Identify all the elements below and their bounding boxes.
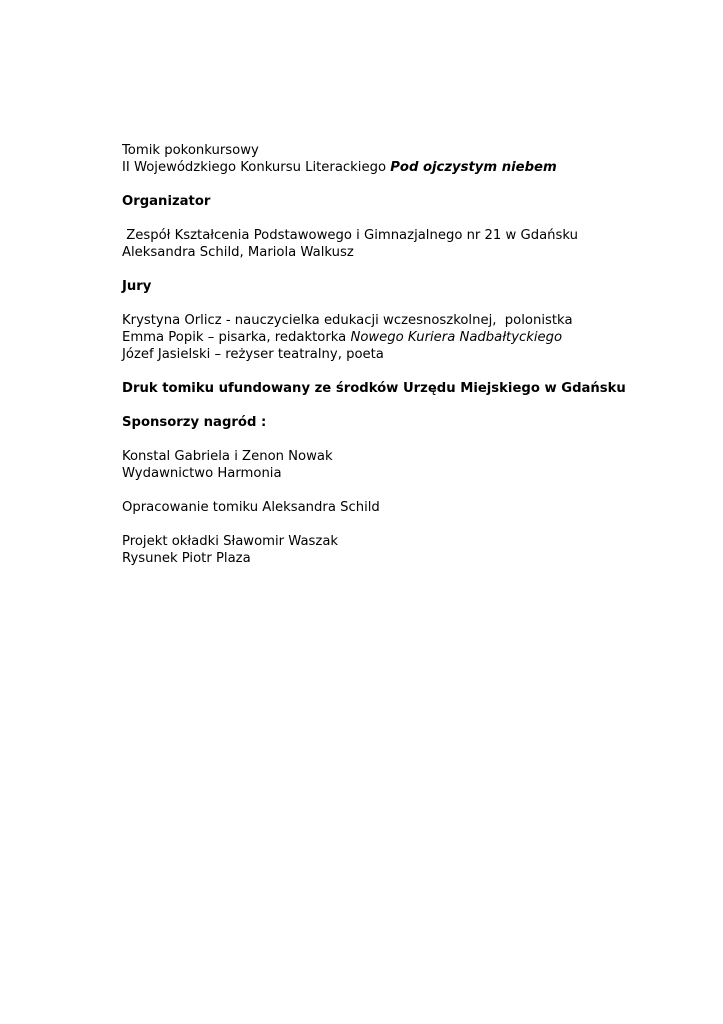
- sponsors-heading: Sponsorzy nagród :: [122, 415, 267, 430]
- editing-credit: Opracowanie tomiku Aleksandra Schild: [122, 500, 380, 515]
- funding-note: Druk tomiku ufundowany ze środków Urzędu Miejskiego w Gdańsku: [122, 381, 626, 396]
- spacer: [122, 363, 682, 380]
- title-line-1: Tomik pokonkursowy: [122, 143, 259, 158]
- sponsor-2: Wydawnictwo Harmonia: [122, 466, 282, 481]
- organizer-heading: Organizator: [122, 194, 211, 209]
- spacer: [122, 516, 682, 533]
- spacer: [122, 210, 682, 227]
- contest-work-title: Pod ojczystym niebem: [390, 160, 557, 175]
- organizer-line-1: Zespół Kształcenia Podstawowego i Gimnazjalnego nr 21 w Gdańsku: [122, 228, 578, 243]
- document-content: [122, 142, 682, 567]
- sponsor-1: Konstal Gabriela i Zenon Nowak: [122, 449, 333, 464]
- spacer: [122, 295, 682, 312]
- jury-member-2-publication: Nowego Kuriera Nadbałtyckiego: [350, 330, 563, 345]
- jury-member-1: Krystyna Orlicz - nauczycielka edukacji wczesnoszkolnej, polonistka: [122, 313, 573, 328]
- title-line-2: [122, 159, 682, 176]
- jury-heading: Jury: [122, 279, 152, 294]
- spacer: [122, 482, 682, 499]
- drawing-credit: Rysunek Piotr Plaza: [122, 551, 251, 566]
- spacer: [122, 431, 682, 448]
- spacer: [122, 397, 682, 414]
- contest-name: II Wojewódzkiego Konkursu Literackiego: [122, 160, 391, 175]
- jury-member-2: [122, 329, 682, 346]
- organizer-line-2: Aleksandra Schild, Mariola Walkusz: [122, 245, 354, 260]
- jury-member-2-text: Emma Popik – pisarka, redaktorka: [122, 330, 351, 345]
- spacer: [122, 261, 682, 278]
- jury-member-3: Józef Jasielski – reżyser teatralny, poeta: [122, 347, 384, 362]
- cover-credit: Projekt okładki Sławomir Waszak: [122, 534, 339, 549]
- spacer: [122, 176, 682, 193]
